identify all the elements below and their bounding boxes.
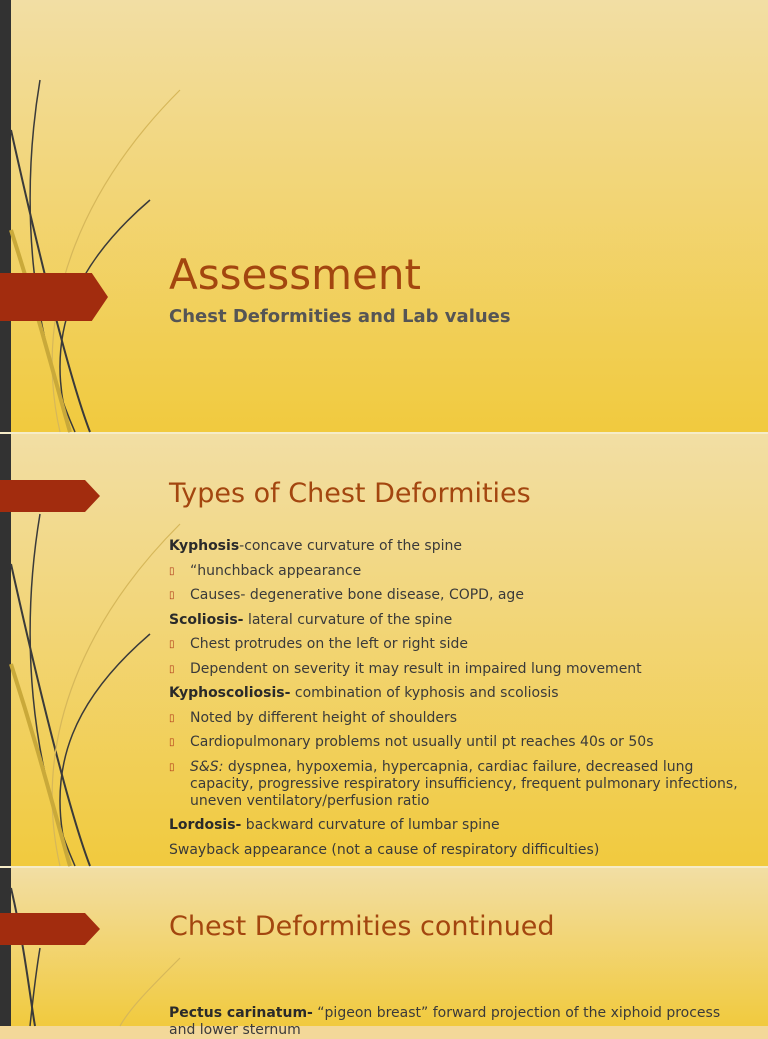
item-text: “pigeon breast” forward projection of the xiphoid process and lower sternum	[169, 1005, 721, 1038]
item-text: “hunchback appearance	[190, 562, 362, 579]
item-text: lateral curvature of the spine	[243, 611, 453, 628]
item-term: Kyphosis	[169, 538, 240, 554]
item-text: Cardiopulmonary problems not usually until pt reaches 40s or 50s	[190, 734, 654, 750]
swoosh-decoration	[0, 0, 200, 432]
list-item	[169, 842, 739, 859]
item-text: Noted by different height of shoulders	[190, 709, 458, 726]
bullet-icon: ▯	[169, 663, 175, 675]
deformities-slide	[0, 434, 768, 866]
bullet-item	[169, 636, 739, 653]
item-text: backward curvature of lumbar spine	[241, 817, 500, 833]
item-text: Causes- degenerative bone disease, COPD, age	[190, 587, 524, 603]
bullet-item	[169, 563, 739, 580]
item-term: Pectus carinatum-	[169, 1005, 313, 1021]
item-text: -concave curvature of the spine	[239, 538, 462, 554]
bullet-item	[169, 587, 739, 604]
item-text: combination of kyphosis and scoliosis	[290, 685, 559, 701]
accent-arrow	[0, 480, 100, 512]
item-term: Lordosis-	[169, 817, 242, 833]
first-item	[169, 1005, 739, 1039]
bullet-item	[169, 759, 739, 810]
slide-title: Assessment	[169, 250, 421, 299]
accent-arrow	[0, 273, 108, 321]
item-emphasis: S&S:	[190, 758, 224, 775]
bullet-icon: ▯	[169, 712, 175, 724]
bullet-icon: ▯	[169, 761, 175, 773]
item-text: Chest protrudes on the left or right side	[190, 636, 468, 652]
list-item	[169, 538, 739, 555]
bullet-item	[169, 734, 739, 751]
deformities-continued-slide	[0, 868, 768, 1038]
item-text: Dependent on severity it may result in impaired lung movement	[190, 660, 642, 677]
list-item	[169, 817, 739, 834]
bullet-icon: ▯	[169, 565, 175, 577]
accent-arrow	[0, 913, 100, 945]
item-term: Kyphoscoliosis-	[169, 685, 291, 701]
bullet-icon: ▯	[169, 737, 175, 748]
swoosh-decoration	[0, 868, 200, 1026]
bullet-item	[169, 661, 739, 678]
item-text: Swayback appearance (not a cause of respiratory difficulties)	[169, 841, 600, 858]
bullet-item	[169, 710, 739, 727]
title-slide	[0, 0, 768, 432]
list-item	[169, 685, 739, 702]
item-term: Scoliosis-	[169, 611, 244, 628]
slide-title: Chest Deformities continued	[169, 911, 555, 942]
item-text: dyspnea, hypoxemia, hypercapnia, cardiac failure, decreased lung capacity, progressive respiratory insufficiency, frequent pulmonary infections, uneven ventilatory/perfusion ratio	[190, 758, 738, 809]
slide-subtitle: Chest Deformities and Lab values	[169, 306, 511, 327]
bullet-icon: ▯	[169, 590, 175, 601]
slide-title: Types of Chest Deformities	[169, 478, 531, 509]
bullet-icon: ▯	[169, 639, 175, 650]
deformities-list	[169, 538, 739, 866]
list-item	[169, 612, 739, 629]
